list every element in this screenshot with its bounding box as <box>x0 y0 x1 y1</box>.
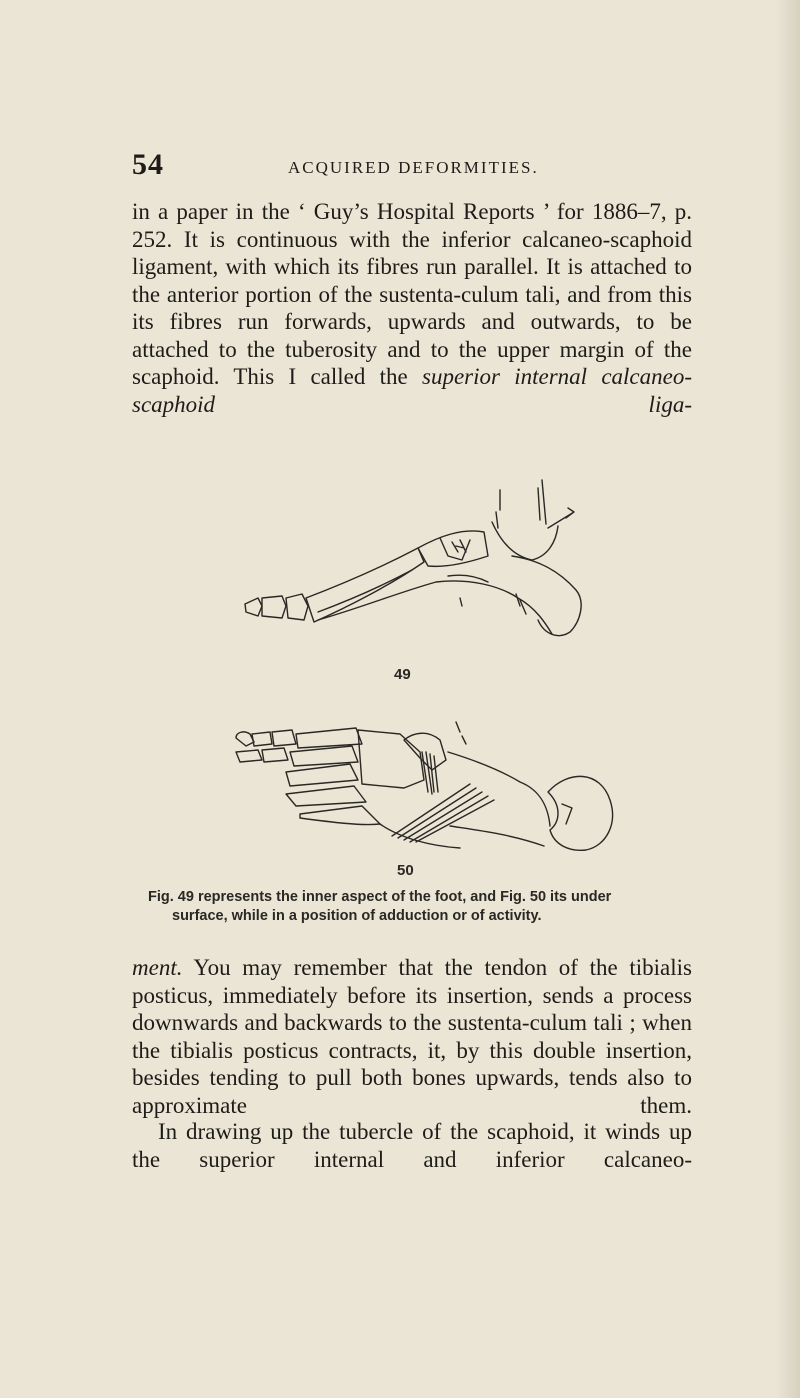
caption-line-1: Fig. 49 represents the inner aspect of the foot, and Fig. 50 its under <box>148 889 612 905</box>
fig50-phalanx <box>272 730 296 746</box>
figure-50-label: 50 <box>397 862 414 879</box>
paragraph-3-text: In drawing up the tubercle of the scaphoid, it winds up the superior internal and inferior calcaneo- <box>132 1119 692 1172</box>
paragraph-1-italic: superior internal calcaneo-scaphoid liga- <box>132 364 692 417</box>
paragraph-2-text: You may remember that the tendon of the tibialis posticus, immediately before its insertion, sends a process downwards and backwards to the sustenta-culum tali ; when the tibialis posticus contracts, it, by this double insertion, besides tending to pull both bones upwards, tends also to approximate them. <box>132 955 692 1118</box>
fig50-heel <box>548 776 613 850</box>
fig50-phalanx <box>262 748 288 762</box>
fig50-phalanx <box>252 732 272 746</box>
fig50-tendon-lines <box>422 752 438 794</box>
fig50-phalanx <box>236 750 262 762</box>
paragraph-2 <box>132 954 692 1119</box>
paragraph-3 <box>132 1118 692 1173</box>
figure-49-label: 49 <box>394 666 411 683</box>
fig50-heel-detail <box>562 804 572 824</box>
caption-line-2: surface, while in a position of adduction or of activity. <box>172 908 542 924</box>
running-head: ACQUIRED DEFORMITIES. <box>288 158 539 177</box>
fig50-tarsus <box>358 730 424 788</box>
page-number: 54 <box>132 148 164 181</box>
paragraph-1-text: in a paper in the ‘ Guy’s Hospital Reports ’ for 1886–7, p. 252. It is continuous with the inferior calcaneo-scaphoid ligament, with which its fibres run parallel. It is attached to the anterior portion of the sustenta-culum tali, and from this its fibres run forwards, upwards and outwards, to be attached to the tuberosity and to the upper margin of the scaphoid. This I called the <box>132 199 692 389</box>
fig50-ankle-marks <box>456 722 466 744</box>
fig50-plantar-ligament <box>392 784 494 842</box>
fig50-metatarsal <box>290 746 358 766</box>
fig50-scaphoid <box>404 733 446 770</box>
fig50-metatarsal <box>286 786 366 806</box>
fig50-metatarsal <box>300 806 380 825</box>
figure-caption <box>148 888 708 926</box>
fig50-toe-tip <box>236 732 254 746</box>
fig50-calcaneus-lower <box>450 826 544 846</box>
fig50-metatarsal <box>296 728 362 748</box>
fig50-metatarsal <box>286 764 358 786</box>
paragraph-2-italic: ment. <box>132 955 183 980</box>
